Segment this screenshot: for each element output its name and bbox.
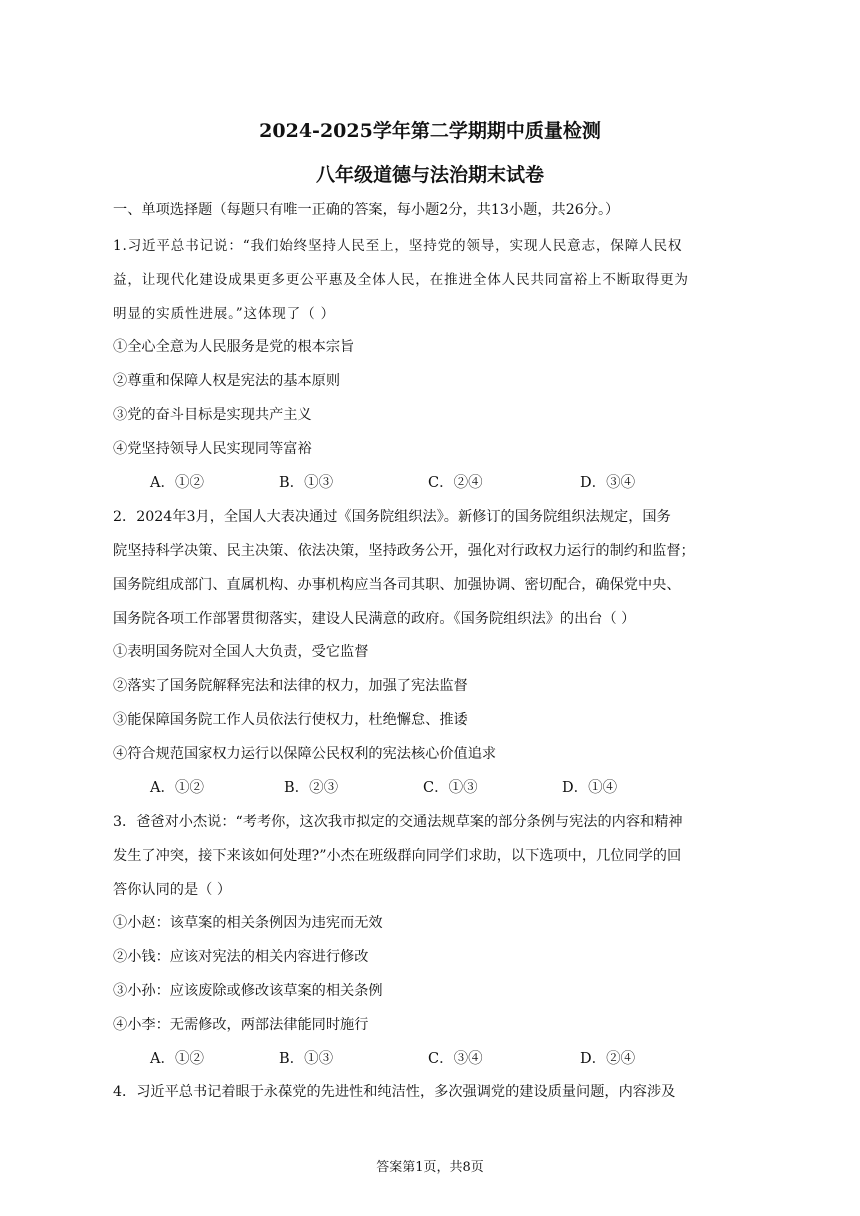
question-2-item: ①表明国务院对全国人大负责，受它监督 bbox=[113, 644, 369, 660]
question-2-option-b: B．②③ bbox=[284, 780, 339, 796]
question-2-item: ③能保障国务院工作人员依法行使权力，杜绝懈怠、推诿 bbox=[113, 712, 468, 728]
question-4-stem-line: 4．习近平总书记着眼于永葆党的先进性和纯洁性，多次强调党的建设质量问题，内容涉及 bbox=[113, 1084, 676, 1100]
question-1-option-a: A．①② bbox=[150, 475, 204, 491]
section-heading: 一、单项选择题（每题只有唯一正确的答案，每小题2分，共13小题，共26分。） bbox=[113, 202, 620, 218]
question-2-stem-line: 2．2024年3月，全国人大表决通过《国务院组织法》。新修订的国务院组织法规定，国务 bbox=[113, 509, 671, 525]
question-2-item: ②落实了国务院解释宪法和法律的权力，加强了宪法监督 bbox=[113, 678, 468, 694]
question-1-option-b: B．①③ bbox=[279, 475, 334, 491]
question-3-item: ①小赵：该草案的相关条例因为违宪而无效 bbox=[113, 915, 383, 931]
question-3-item: ③小孙：应该废除或修改该草案的相关条例 bbox=[113, 983, 383, 999]
question-1-item: ②尊重和保障人权是宪法的基本原则 bbox=[113, 373, 341, 389]
question-1-option-d: D．③④ bbox=[580, 475, 636, 491]
question-2-stem-line: 国务院组成部门、直属机构、办事机构应当各司其职、加强协调、密切配合，确保党中央、 bbox=[113, 577, 681, 593]
question-2-option-d: D．①④ bbox=[562, 780, 618, 796]
question-3-option-b: B．①③ bbox=[279, 1051, 334, 1067]
question-3-stem-line: 答你认同的是（ ） bbox=[113, 882, 232, 898]
question-2-stem-line: 院坚持科学决策、民主决策、依法决策，坚持政务公开，强化对行政权力运行的制约和监督； bbox=[113, 543, 695, 559]
question-2-option-a: A．①② bbox=[150, 780, 204, 796]
question-1-item: ③党的奋斗目标是实现共产主义 bbox=[113, 407, 312, 423]
question-1-stem-line: 明显的实质性进展。”这体现了（ ） bbox=[113, 306, 335, 322]
exam-title: 2024-2025学年第二学期期中质量检测 bbox=[259, 120, 601, 142]
question-3-stem-line: 3．爸爸对小杰说：“考考你，这次我市拟定的交通法规草案的部分条例与宪法的内容和精神 bbox=[113, 814, 683, 830]
question-3-stem-line: 发生了冲突，接下来该如何处理?”小杰在班级群向同学们求助，以下选项中，几位同学的回 bbox=[113, 848, 682, 864]
exam-subtitle: 八年级道德与法治期末试卷 bbox=[315, 164, 544, 186]
question-1-item: ④党坚持领导人民实现同等富裕 bbox=[113, 441, 312, 457]
question-3-option-a: A．①② bbox=[150, 1051, 204, 1067]
question-1-stem-line: 1.习近平总书记说：“我们始终坚持人民至上，坚持党的领导，实现人民意志，保障人民权 bbox=[113, 238, 683, 254]
question-2-option-c: C．①③ bbox=[423, 780, 478, 796]
question-3-option-c: C．③④ bbox=[428, 1051, 483, 1067]
question-2-stem-line: 国务院各项工作部署贯彻落实，建设人民满意的政府。《国务院组织法》的出台（ ） bbox=[113, 611, 636, 627]
question-1-stem-line: 益，让现代化建设成果更多更公平惠及全体人民，在推进全体人民共同富裕上不断取得更为 bbox=[113, 272, 689, 288]
question-1-option-c: C．②④ bbox=[428, 475, 483, 491]
question-3-item: ②小钱：应该对宪法的相关内容进行修改 bbox=[113, 949, 369, 965]
question-1-item: ①全心全意为人民服务是党的根本宗旨 bbox=[113, 339, 355, 355]
question-3-option-d: D．②④ bbox=[580, 1051, 636, 1067]
question-3-item: ④小李：无需修改，两部法律能同时施行 bbox=[113, 1017, 369, 1033]
page-footer: 答案第1页，共8页 bbox=[376, 1160, 484, 1175]
question-2-item: ④符合规范国家权力运行以保障公民权利的宪法核心价值追求 bbox=[113, 746, 497, 762]
